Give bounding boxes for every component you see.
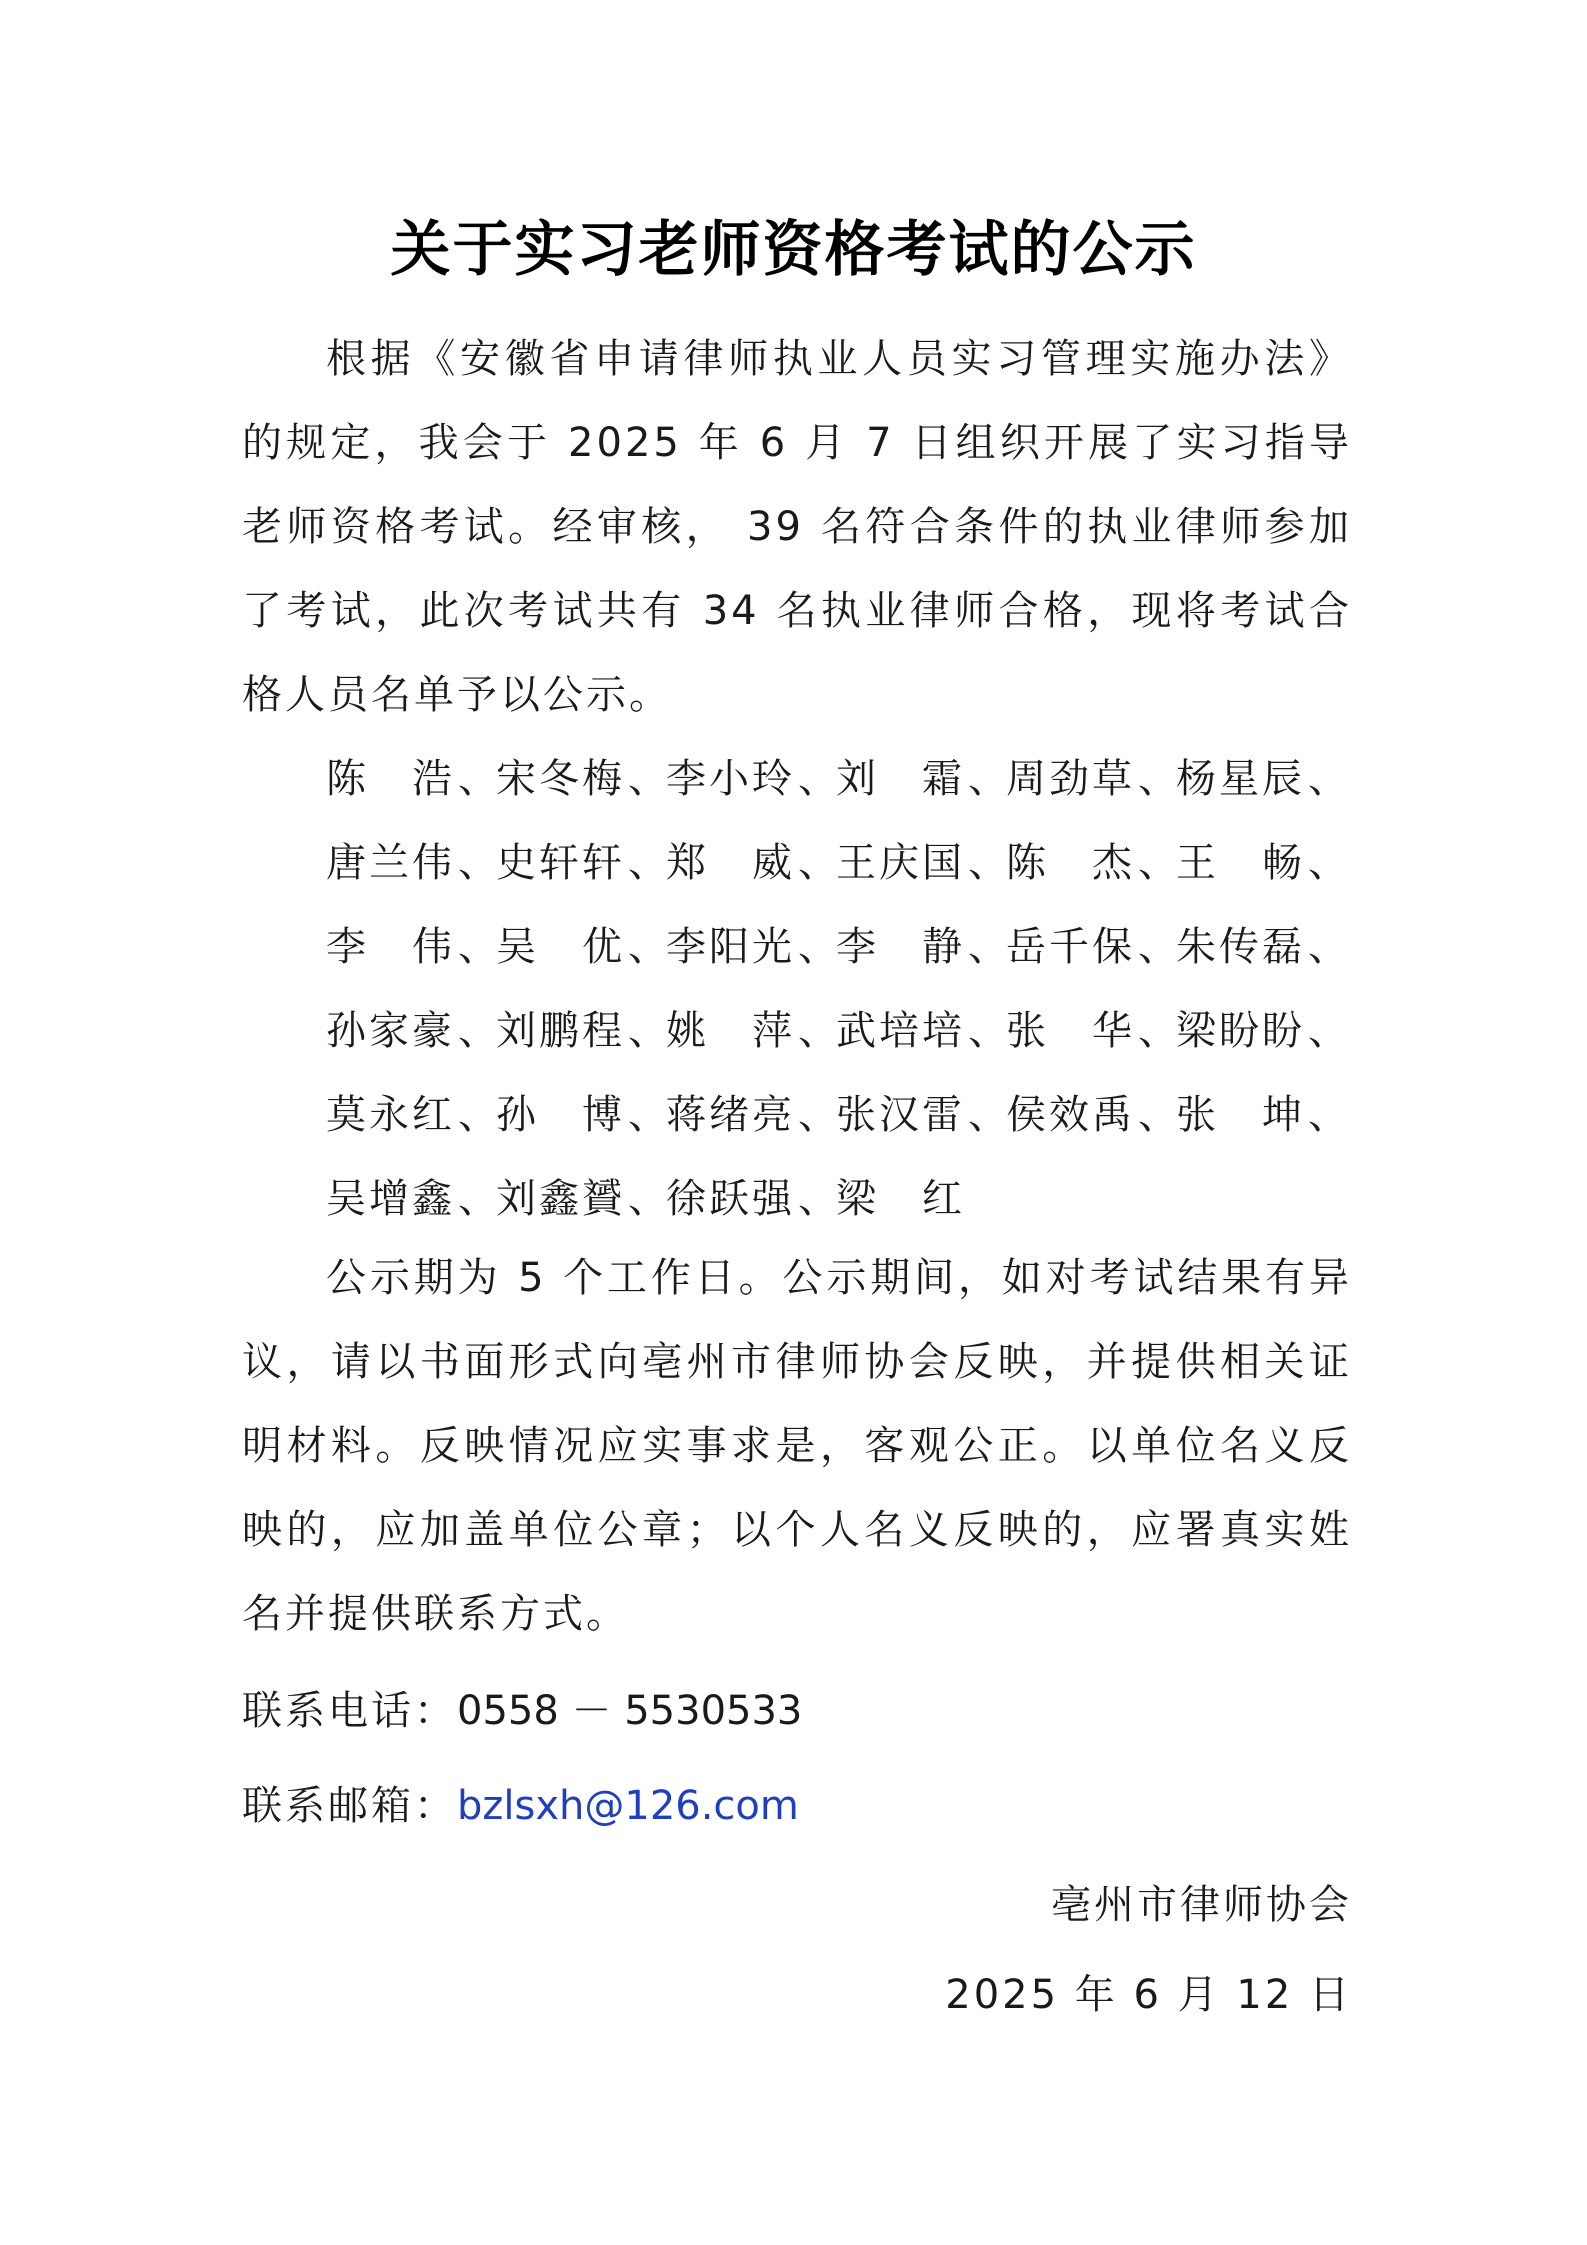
name-text: 张汉雷 [836,1092,965,1138]
name-separator: 、 [968,924,1011,970]
name-separator: 、 [1308,1008,1351,1054]
name-separator: 、 [458,1008,501,1054]
name-text: 武培培 [836,1008,965,1054]
name-separator: 、 [458,756,501,802]
name-text: 陈 杰 [1006,840,1135,886]
name-separator: 、 [1138,924,1181,970]
name-text: 杨星辰 [1176,756,1305,802]
name-separator: 、 [628,1176,671,1222]
name-text: 徐跃强 [666,1176,795,1222]
name-text: 侯效禹 [1006,1092,1135,1138]
name-text: 孙 博 [496,1092,625,1138]
name-text: 唐兰伟 [326,840,455,886]
name-entry [836,737,1011,821]
name-text: 岳千保 [1006,924,1135,970]
name-entry [1006,737,1181,821]
name-text: 周劲草 [1006,756,1135,802]
phone-number: 0558 － 5530533 [457,1688,803,1734]
name-entry [1006,821,1181,905]
name-text: 刘鑫贇 [496,1176,625,1222]
name-entry [1006,1073,1181,1157]
name-entry [836,1073,1011,1157]
name-entry [666,737,841,821]
name-separator: 、 [628,756,671,802]
name-text: 王 畅 [1176,840,1305,886]
name-entry [496,821,671,905]
name-entry [496,737,671,821]
name-separator: 、 [628,1008,671,1054]
name-text: 李 静 [836,924,965,970]
name-entry [326,1157,501,1241]
name-entry [836,989,1011,1073]
name-entry [666,989,841,1073]
name-separator: 、 [798,756,841,802]
email-label: 联系邮箱： [242,1783,457,1829]
name-separator: 、 [628,840,671,886]
name-entry [326,737,501,821]
name-separator: 、 [458,840,501,886]
name-separator: 、 [458,924,501,970]
name-text: 莫永红 [326,1092,455,1138]
name-entry [496,1073,671,1157]
name-separator: 、 [1138,840,1181,886]
name-text: 姚 萍 [666,1008,795,1054]
name-entry [1176,989,1351,1073]
name-text: 吴 优 [496,924,625,970]
name-entry [836,905,1011,989]
name-entry [496,905,671,989]
name-separator: 、 [798,1008,841,1054]
qualified-names-list [326,737,1366,1241]
name-text: 梁 红 [836,1176,965,1222]
signature-organization: 亳州市律师协会 [1051,1882,1352,1928]
name-separator: 、 [1308,840,1351,886]
name-separator: 、 [968,756,1011,802]
name-separator: 、 [1308,756,1351,802]
name-separator: 、 [968,1092,1011,1138]
name-text: 李阳光 [666,924,795,970]
name-entry [1176,737,1351,821]
name-separator: 、 [798,924,841,970]
name-text: 吴增鑫 [326,1176,455,1222]
name-separator: 、 [798,1176,841,1222]
name-separator: 、 [798,1092,841,1138]
name-text: 史轩轩 [496,840,625,886]
contact-phone [242,1681,802,1741]
name-separator: 、 [628,1092,671,1138]
name-text: 王庆国 [836,840,965,886]
name-separator: 、 [1308,924,1351,970]
name-separator: 、 [458,1176,501,1222]
name-entry [666,821,841,905]
document-title: 关于实习老师资格考试的公示 [390,215,1197,285]
name-entry [1176,1073,1351,1157]
name-entry [326,821,501,905]
name-entry [326,989,501,1073]
intro-paragraph: 根据《安徽省申请律师执业人员实习管理实施办法》的规定，我会于 2025 年 6 月 7 日组织开展了实习指导老师资格考试。经审核， 39 名符合条件的执业律师参加了考试，此次考试共有 34 名执业律师合格，现将考试合格人员名单予以公示。 [242,336,1352,718]
name-entry [496,1157,671,1241]
name-text: 孙家豪 [326,1008,455,1054]
name-entry [496,989,671,1073]
name-separator: 、 [1138,756,1181,802]
name-separator: 、 [1138,1008,1181,1054]
name-separator: 、 [1308,1092,1351,1138]
name-entry [666,905,841,989]
name-entry [666,1157,841,1241]
name-entry [1176,905,1351,989]
name-text: 郑 威 [666,840,795,886]
signature-date: 2025 年 6 月 12 日 [945,1972,1352,2018]
name-text: 梁盼盼 [1176,1008,1305,1054]
name-entry [1176,821,1351,905]
name-separator: 、 [968,840,1011,886]
name-text: 宋冬梅 [496,756,625,802]
name-entry [326,1073,501,1157]
contact-email [242,1776,799,1836]
name-text: 刘 霜 [836,756,965,802]
name-separator: 、 [798,840,841,886]
name-entry [836,1157,1006,1241]
notice-paragraph: 公示期为 5 个工作日。公示期间，如对考试结果有异议，请以书面形式向亳州市律师协会反映，并提供相关证明材料。反映情况应实事求是，客观公正。以单位名义反映的，应加盖单位公章；以个人名义反映的，应署真实姓名并提供联系方式。 [242,1255,1352,1637]
name-separator: 、 [968,1008,1011,1054]
name-text: 李小玲 [666,756,795,802]
name-text: 张 坤 [1176,1092,1305,1138]
phone-label: 联系电话： [242,1688,457,1734]
name-text: 刘鹏程 [496,1008,625,1054]
name-entry [326,905,501,989]
name-text: 张 华 [1006,1008,1135,1054]
name-separator: 、 [1138,1092,1181,1138]
name-text: 陈 浩 [326,756,455,802]
name-entry [836,821,1011,905]
name-entry [1006,905,1181,989]
name-text: 朱传磊 [1176,924,1305,970]
name-entry [1006,989,1181,1073]
name-entry [666,1073,841,1157]
email-link[interactable]: bzlsxh@126.com [457,1783,799,1829]
name-text: 李 伟 [326,924,455,970]
name-text: 蒋绪亮 [666,1092,795,1138]
name-separator: 、 [628,924,671,970]
name-separator: 、 [458,1092,501,1138]
